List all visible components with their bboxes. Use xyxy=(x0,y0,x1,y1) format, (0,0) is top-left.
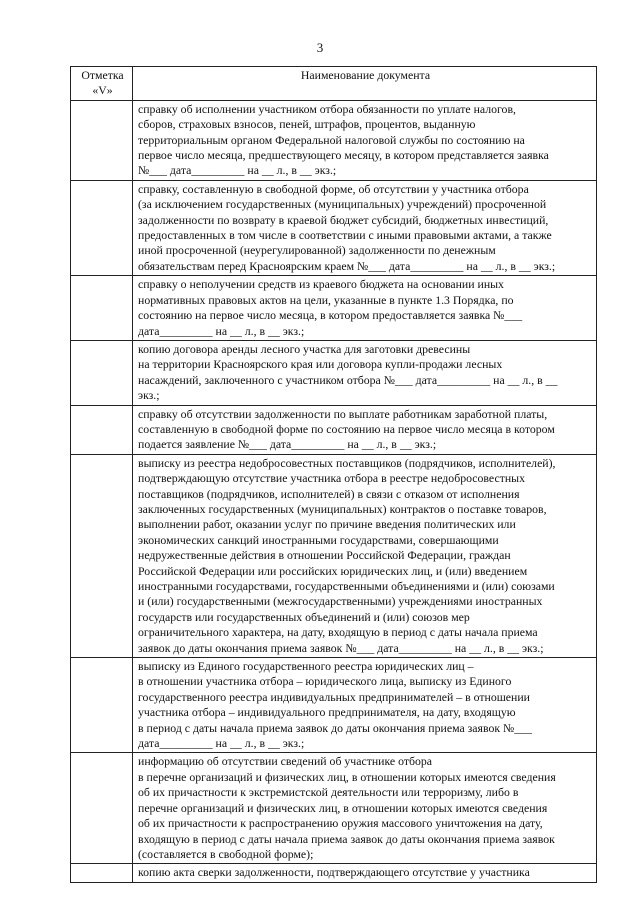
document-text-line: справку об отсутствии задолженности по выплате работникам заработной платы, xyxy=(138,406,548,421)
document-text-line: на территории Красноярского края или договора купли-продажи лесных xyxy=(138,357,503,372)
document-text-line: информацию об отсутствии сведений об участнике отбора xyxy=(138,754,433,769)
document-text-line: (за исключением государственных (муниципальных) учреждений) просроченной xyxy=(138,197,547,212)
document-text-line: составленную в свободной форме по состоянию на первое число месяца в котором xyxy=(138,421,555,436)
column-header-mark: Отметка «V» xyxy=(71,67,133,101)
document-description-cell xyxy=(133,454,597,657)
mark-cell[interactable] xyxy=(71,100,133,180)
document-text-line: об их причастности к распространению оружия массового уничтожения на дату, xyxy=(138,816,543,831)
table-row xyxy=(71,100,597,180)
table-row xyxy=(71,753,597,864)
document-description-cell xyxy=(133,658,597,753)
document-description-cell xyxy=(133,753,597,864)
table-row xyxy=(71,658,597,753)
document-text-line: государств или государственных объединений и (или) союзов мер xyxy=(138,609,470,624)
mark-cell[interactable] xyxy=(71,864,133,882)
document-text-line: предоставленных в том числе в соответствии с иными правовыми актами, а также xyxy=(138,228,552,243)
table-row xyxy=(71,405,597,454)
document-text-line: и (или) государственными (межгосударственными) учреждениями иностранных xyxy=(138,594,543,609)
document-text-line: №___ дата_________ на __ л., в __ экз.; xyxy=(138,163,337,178)
document-text-line: в период с даты начала приема заявок до даты окончания приема заявок №___ xyxy=(138,720,532,735)
table-row xyxy=(71,340,597,405)
document-text-line: справку о неполучении средств из краевого бюджета на основании иных xyxy=(138,277,504,292)
documents-table xyxy=(70,66,597,883)
document-text-line: ограничительного характера, на дату, входящую в период с даты начала приема xyxy=(138,625,538,640)
document-text-line: территориальным органом Федеральной налоговой службы по состоянию на xyxy=(138,132,525,147)
document-text-line: обязательствам перед Красноярским краем №___ дата_________ на __ л., в __ экз.; xyxy=(138,258,556,273)
document-text-line: Российской Федерации или российских юридических лиц, и (или) введением xyxy=(138,563,528,578)
document-text-line: заключенных государственных (муниципальных) контрактов о поставке товаров, xyxy=(138,501,547,516)
mark-cell[interactable] xyxy=(71,405,133,454)
document-text-line: выписку из Единого государственного реестра юридических лиц – xyxy=(138,659,474,674)
document-text-line: экономических санкций иностранными государствами, совершающими xyxy=(138,532,499,547)
document-text-line: копию акта сверки задолженности, подтверждающего отсутствие у участника xyxy=(138,865,530,880)
document-text-line: поставщиков (подрядчиков, исполнителей) в связи с отказом от исполнения xyxy=(138,486,520,501)
document-text-line: справку об исполнении участником отбора обязанности по уплате налогов, xyxy=(138,101,516,116)
document-text-line: в отношении участника отбора – юридического лица, выписку из Единого xyxy=(138,674,512,689)
table-row xyxy=(71,454,597,657)
document-text-line: участника отбора – индивидуального предпринимателя, на дату, входящую xyxy=(138,705,516,720)
document-text-line: государственного реестра индивидуальных предпринимателей – в отношении xyxy=(138,689,530,704)
column-header-document-name: Наименование документа xyxy=(133,67,597,101)
document-text-line: подается заявление №___ дата_________ на __ л., в __ экз.; xyxy=(138,437,437,452)
document-text-line: входящую в период с даты начала приема заявок до даты окончания приема заявок xyxy=(138,831,555,846)
document-description-cell xyxy=(133,864,597,882)
document-text-line: экз.; xyxy=(138,388,160,403)
table-header-row xyxy=(71,67,597,101)
mark-cell[interactable] xyxy=(71,658,133,753)
document-text-line: (составляется в свободной форме); xyxy=(138,846,314,861)
mark-cell[interactable] xyxy=(71,454,133,657)
document-description-cell xyxy=(133,276,597,341)
document-description-cell xyxy=(133,405,597,454)
document-text-line: сборов, страховых взносов, пеней, штрафов, процентов, выданную xyxy=(138,117,476,132)
document-text-line: справку, составленную в свободной форме, об отсутствии у участника отбора xyxy=(138,181,529,196)
page-number: 3 xyxy=(316,40,324,55)
document-text-line: нормативных правовых актов на цели, указанные в пункте 1.3 Порядка, по xyxy=(138,292,514,307)
mark-cell[interactable] xyxy=(71,753,133,864)
document-text-line: иностранными государствами, государственными объединениями и (или) союзами xyxy=(138,579,555,593)
document-text-line: перечне организаций и физических лиц, в отношении которых имеются сведения xyxy=(138,800,548,815)
document-text-line: первое число месяца, предшествующего месяцу, в котором представляется заявка xyxy=(138,148,549,163)
mark-cell[interactable] xyxy=(71,180,133,275)
document-description-cell xyxy=(133,180,597,275)
document-text-line: подтверждающую отсутствие участника отбора в реестре недобросовестных xyxy=(138,471,525,486)
mark-cell[interactable] xyxy=(71,276,133,341)
document-text-line: недружественные действия в отношении Российской Федерации, граждан xyxy=(138,548,511,563)
table-row xyxy=(71,180,597,275)
document-text-line: в перечне организаций и физических лиц, в отношении которых имеются сведения xyxy=(138,769,556,784)
document-text-line: дата_________ на __ л., в __ экз.; xyxy=(138,323,305,338)
document-text-line: насаждений, заключенного с участником отбора №___ дата_________ на __ л., в __ xyxy=(138,372,558,387)
table-body xyxy=(71,100,597,882)
table-row xyxy=(71,864,597,882)
document-text-line: состоянию на первое число месяца, в котором предоставляется заявка №___ xyxy=(138,308,523,323)
document-text-line: иной просроченной (неурегулированной) задолженности по денежным xyxy=(138,243,496,258)
document-text-line: копию договора аренды лесного участка для заготовки древесины xyxy=(138,341,471,356)
document-text-line: дата_________ на __ л., в __ экз.; xyxy=(138,736,305,751)
mark-cell[interactable] xyxy=(71,340,133,405)
document-description-cell xyxy=(133,340,597,405)
document-text-line: заявок до даты окончания приема заявок №___ дата_________ на __ л., в __ экз.; xyxy=(138,640,544,655)
document-text-line: задолженности по возврату в краевой бюджет субсидий, бюджетных инвестиций, xyxy=(138,212,549,227)
document-text-line: об их причастности к экстремистской деятельности или терроризму, либо в xyxy=(138,785,519,800)
document-text-line: выполнении работ, оказании услуг по причине введения политических или xyxy=(138,517,516,532)
document-text-line: выписку из реестра недобросовестных поставщиков (подрядчиков, исполнителей), xyxy=(138,455,556,470)
table-row xyxy=(71,276,597,341)
document-description-cell xyxy=(133,100,597,180)
